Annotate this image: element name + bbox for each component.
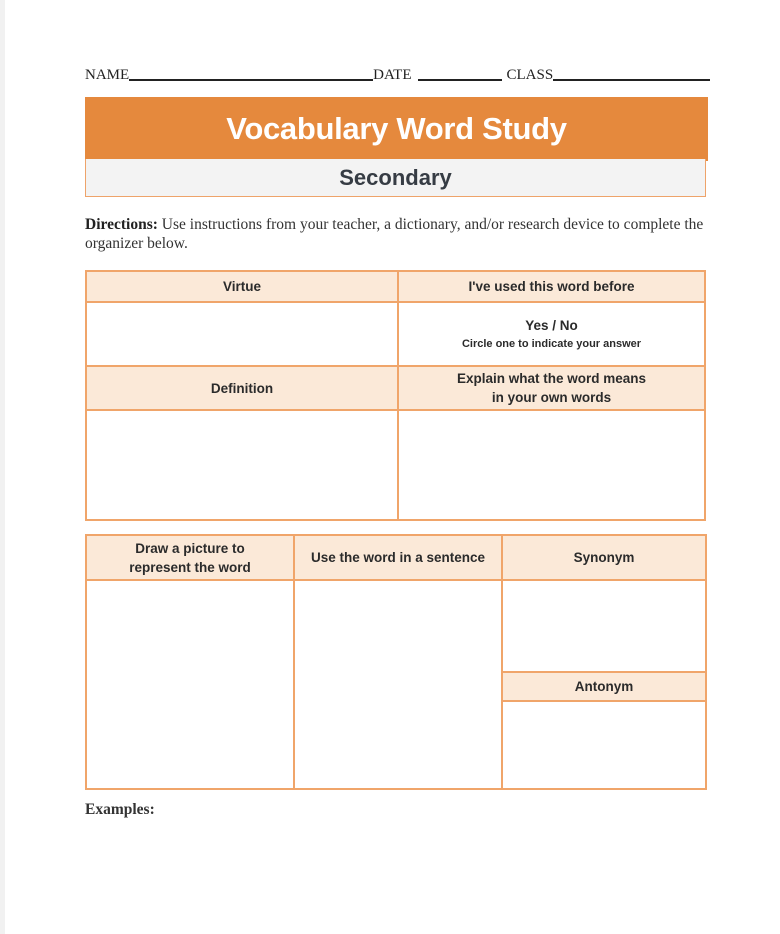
yes-no-options[interactable]: Yes / No (525, 318, 578, 333)
word-usage-table (85, 534, 707, 790)
synonym-header: Synonym (502, 535, 706, 580)
picture-header (86, 535, 294, 580)
page-title: Vocabulary Word Study (85, 97, 708, 161)
date-field[interactable] (418, 79, 502, 81)
name-label: NAME (85, 67, 130, 83)
used-before-header: I've used this word before (398, 271, 705, 302)
directions (85, 215, 710, 253)
antonym-header: Antonym (502, 672, 706, 701)
directions-text: Use instructions from your teacher, a dictionary, and/or research device to complete the organizer below. (85, 216, 704, 252)
name-field[interactable] (129, 79, 373, 81)
circle-hint: Circle one to indicate your answer (461, 338, 642, 350)
examples-label: Examples: (85, 801, 155, 818)
student-info-line (85, 63, 710, 83)
explain-entry-cell[interactable] (398, 410, 705, 520)
picture-header-line2: represent the word (129, 559, 251, 575)
page-subtitle: Secondary (85, 159, 706, 197)
explain-header (398, 366, 705, 410)
word-entry-cell[interactable] (86, 302, 398, 366)
definition-entry-cell[interactable] (86, 410, 398, 520)
sentence-entry-cell[interactable] (294, 580, 502, 789)
yes-no-cell[interactable] (398, 302, 705, 366)
definition-header: Definition (86, 366, 398, 410)
date-label: DATE (373, 67, 412, 83)
word-info-table (85, 270, 706, 521)
page-edge (0, 0, 5, 934)
explain-header-line1: Explain what the word means (456, 371, 647, 386)
synonym-entry-cell[interactable] (502, 580, 706, 672)
directions-label: Directions: (85, 216, 158, 233)
picture-entry-cell[interactable] (86, 580, 294, 789)
sentence-header: Use the word in a sentence (294, 535, 502, 580)
picture-header-line1: Draw a picture to (135, 540, 245, 556)
explain-header-line2: in your own words (491, 390, 612, 405)
word-header: Virtue (86, 271, 398, 302)
antonym-entry-cell[interactable] (502, 701, 706, 789)
class-label: CLASS (506, 67, 554, 83)
class-field[interactable] (553, 79, 710, 81)
